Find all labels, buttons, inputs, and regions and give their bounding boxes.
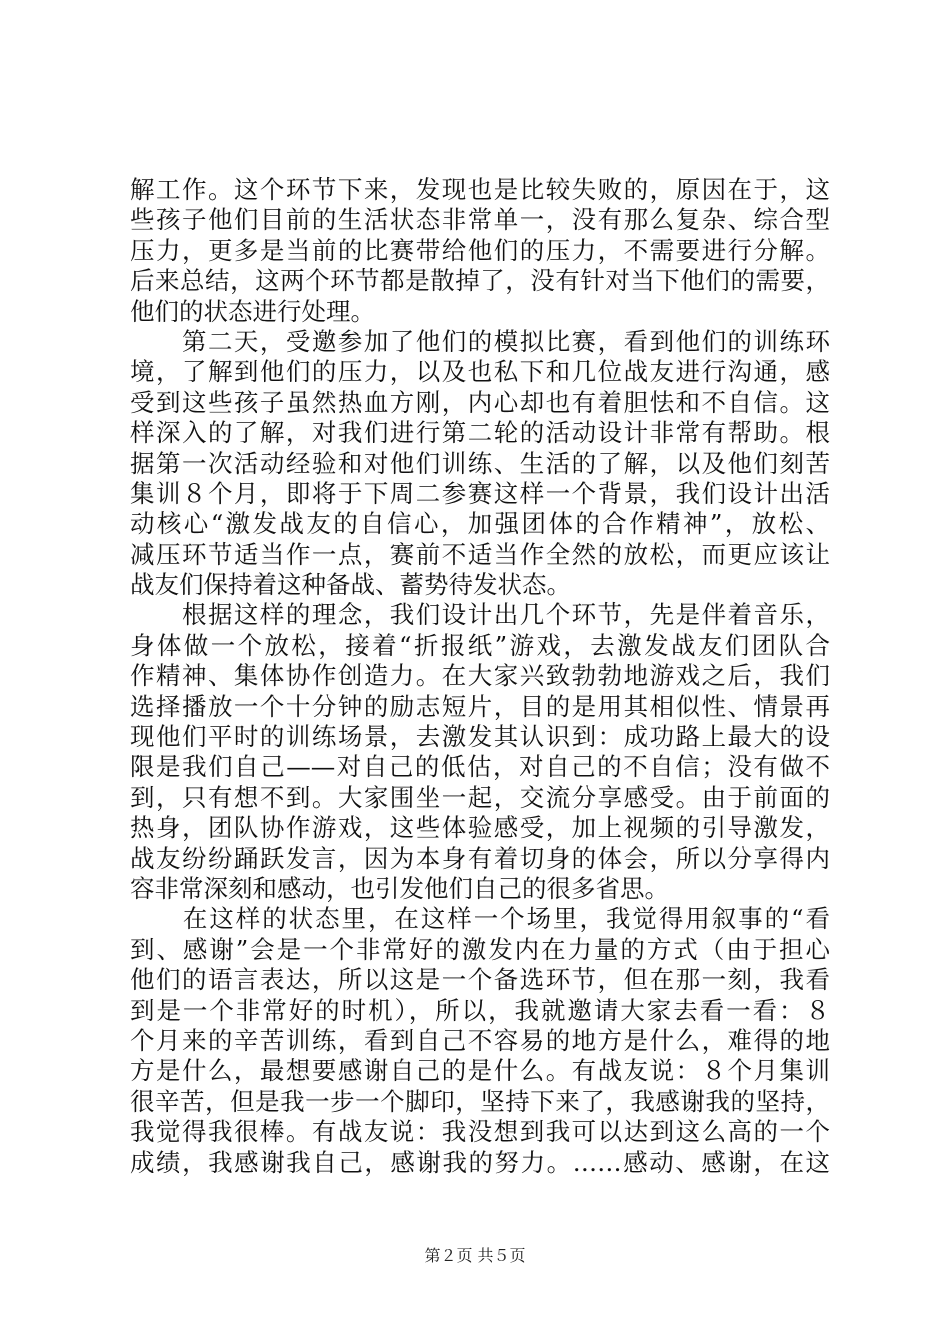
text-line: 后来总结，这两个环节都是散掉了，没有针对当下他们的需要， (130, 266, 830, 296)
text-line: 到，只有想不到。大家围坐一起，交流分享感受。由于前面的 (130, 782, 830, 812)
text-line: 个月来的辛苦训练，看到自己不容易的地方是什么，难得的地 (130, 1025, 830, 1055)
text-line: 容非常深刻和感动，也引发他们自己的很多省思。 (130, 873, 669, 903)
text-line: 据第一次活动经验和对他们训练、生活的了解，以及他们刻苦 (130, 448, 830, 478)
text-line: 我觉得我很棒。有战友说：我没想到我可以达到这么高的一个 (130, 1117, 830, 1147)
text-line: 样深入的了解，对我们进行第二轮的活动设计非常有帮助。根 (130, 418, 830, 448)
text-line: 热身，团队协作游戏，这些体验感受，加上视频的引导激发， (130, 813, 830, 843)
text-line: 到、感谢”会是一个非常好的激发内在力量的方式（由于担心 (130, 934, 830, 964)
text-line: 受到这些孩子虽然热血方刚，内心却也有着胆怯和不自信。这 (130, 387, 830, 417)
text-line: 限是我们自己——对自己的低估，对自己的不自信；没有做不 (130, 752, 830, 782)
text-line: 作精神、集体协作创造力。在大家兴致勃勃地游戏之后，我们 (130, 661, 830, 691)
text-line: 成绩，我感谢我自己，感谢我的努力。……感动、感谢，在这 (130, 1147, 830, 1177)
text-line: 根据这样的理念，我们设计出几个环节，先是伴着音乐， (130, 600, 830, 630)
text-line: 他们的状态进行处理。 (130, 296, 375, 326)
text-line: 集训８个月，即将于下周二参赛这样一个背景，我们设计出活 (130, 478, 830, 508)
text-line: 第二天，受邀参加了他们的模拟比赛，看到他们的训练环 (130, 326, 830, 356)
text-line: 到是一个非常好的时机），所以，我就邀请大家去看一看：８ (130, 995, 830, 1025)
text-line: 选择播放一个十分钟的励志短片，目的是用其相似性、情景再 (130, 691, 830, 721)
document-body (130, 175, 830, 1178)
text-line: 压力，更多是当前的比赛带给他们的压力，不需要进行分解。 (130, 235, 830, 265)
text-line: 战友们保持着这种备战、蓄势待发状态。 (130, 570, 571, 600)
text-line: 减压环节适当作一点，赛前不适当作全然的放松，而更应该让 (130, 539, 830, 569)
text-line: 在这样的状态里，在这样一个场里，我觉得用叙事的“看 (130, 904, 830, 934)
text-line: 他们的语言表达，所以这是一个备选环节，但在那一刻，我看 (130, 965, 830, 995)
text-line: 很辛苦，但是我一步一个脚印，坚持下来了，我感谢我的坚持， (130, 1086, 830, 1116)
text-line: 身体做一个放松，接着“折报纸”游戏，去激发战友们团队合 (130, 630, 830, 660)
text-line: 战友纷纷踊跃发言，因为本身有着切身的体会，所以分享得内 (130, 843, 830, 873)
text-line: 境，了解到他们的压力，以及也私下和几位战友进行沟通，感 (130, 357, 830, 387)
text-line: 动核心“激发战友的自信心，加强团体的合作精神”，放松、 (130, 509, 830, 539)
text-line: 些孩子他们目前的生活状态非常单一，没有那么复杂、综合型 (130, 205, 830, 235)
text-line: 方是什么，最想要感谢自己的是什么。有战友说：８个月集训 (130, 1056, 830, 1086)
text-line: 现他们平时的训练场景，去激发其认识到：成功路上最大的设 (130, 722, 830, 752)
text-line: 解工作。这个环节下来，发现也是比较失败的，原因在于，这 (130, 175, 830, 204)
page-footer: 第２页 共５页 (424, 1246, 526, 1265)
